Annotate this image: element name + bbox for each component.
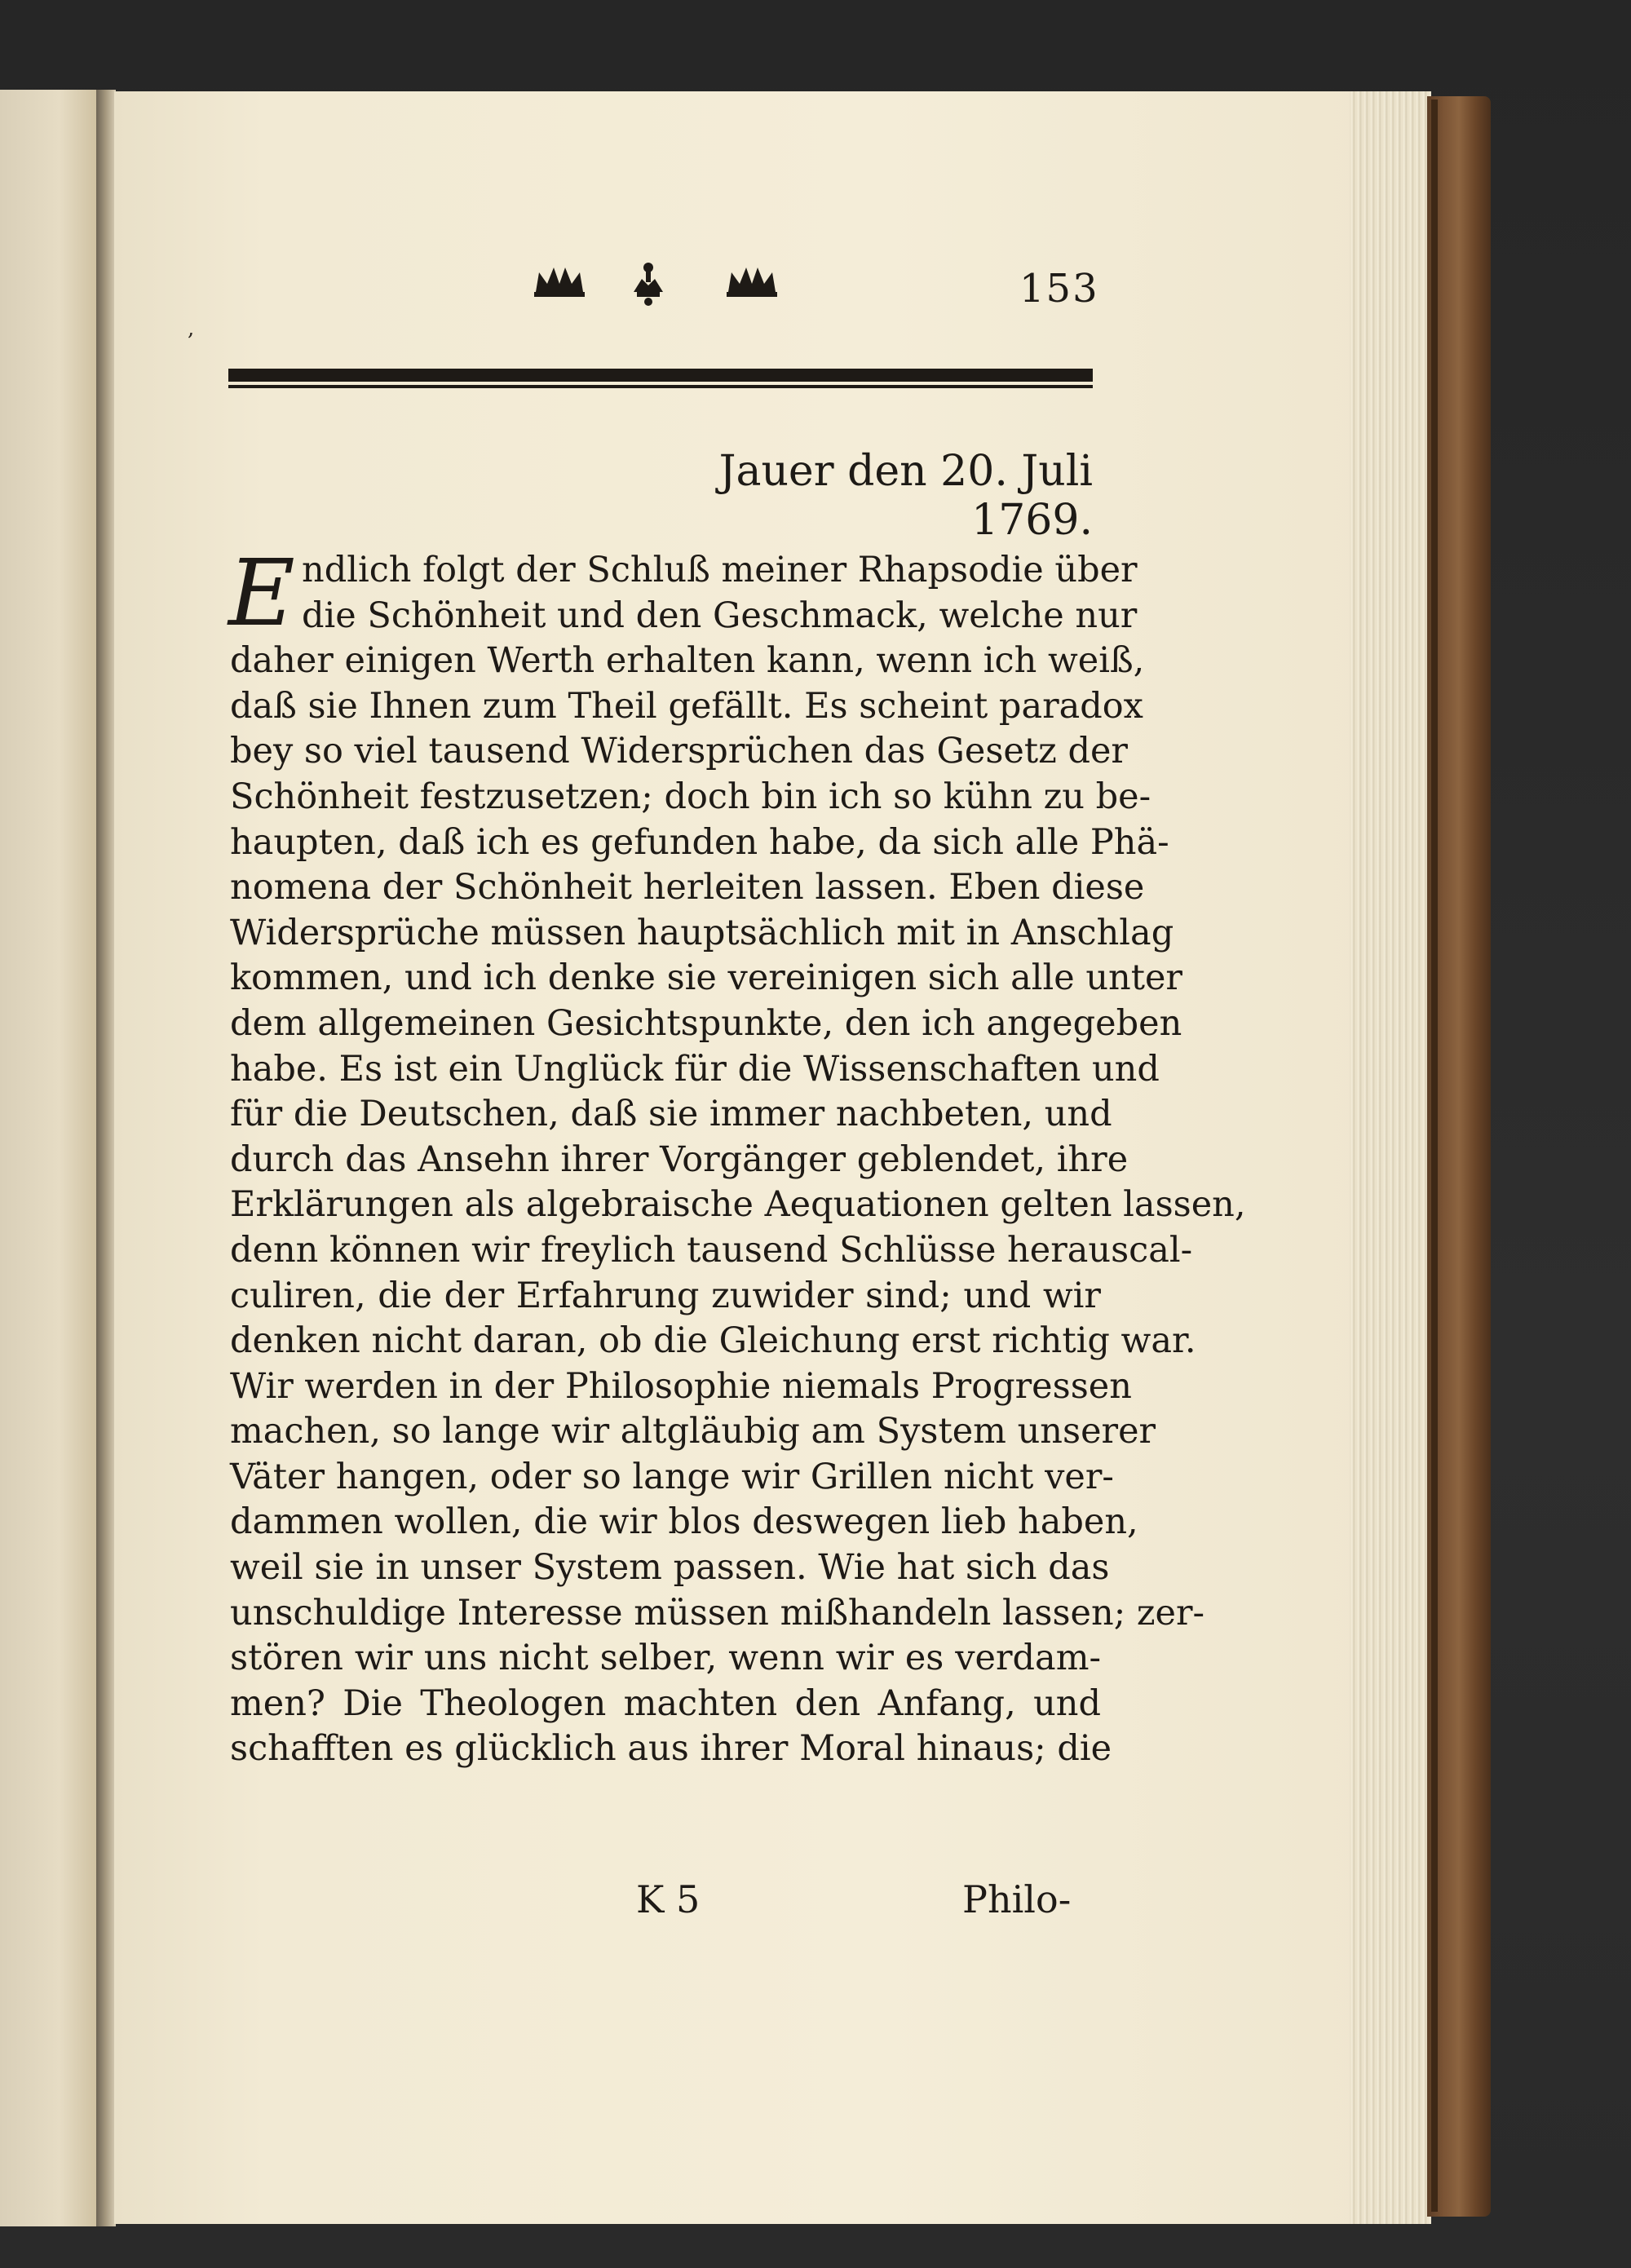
signature-mark: K 5: [636, 1877, 701, 1921]
catchword: Philo-: [962, 1877, 1072, 1921]
text-line: habe. Es ist ein Unglück für die Wissenschaften und: [230, 1048, 1160, 1090]
text-line: weil sie in unser System passen. Wie hat sich das: [230, 1547, 1110, 1589]
text-line: Väter hangen, oder so lange wir Grillen nicht ver-: [230, 1456, 1114, 1497]
text-line: stören wir uns nicht selber, wenn wir es verdam-: [230, 1638, 1101, 1679]
text-line: unschuldige Interesse müssen mißhandeln lassen; zer-: [230, 1592, 1205, 1634]
text-line: Widersprüche müssen hauptsächlich mit in Anschlag: [230, 912, 1174, 953]
body-text: [228, 541, 1246, 1772]
text-line: bey so viel tausend Widersprüchen das Gesetz der: [230, 731, 1128, 772]
text-line: machen, so lange wir altgläubig am System unserer: [230, 1411, 1156, 1452]
text-line: daß sie Ihnen zum Theil gefällt. Es scheint paradox: [230, 685, 1143, 727]
text-line: ndlich folgt der Schluß meiner Rhapsodie über: [302, 550, 1138, 590]
text-line: nomena der Schönheit herleiten lassen. Eben diese: [230, 867, 1145, 909]
text-line: kommen, und ich denke sie vereinigen sich alle unter: [230, 957, 1182, 999]
text-line: durch das Ansehn ihrer Vorgänger geblendet, ihre: [230, 1138, 1129, 1180]
text-line: Erklärungen als algebraische Aequationen gelten lassen,: [230, 1184, 1246, 1226]
header-rule: [228, 369, 1093, 390]
three-crowns-ornament-icon: [534, 259, 779, 308]
drop-cap: E: [228, 541, 295, 647]
cover-edge: [1431, 99, 1438, 2212]
text-line: für die Deutschen, daß sie immer nachbeten, und: [230, 1094, 1112, 1135]
page-edges: [1350, 91, 1431, 2224]
text-line: Wir werden in der Philosophie niemals Progressen: [230, 1365, 1132, 1407]
page-number: 153: [1019, 266, 1099, 312]
text-line: schafften es glücklich aus ihrer Moral hinaus; die: [230, 1728, 1112, 1770]
text-line: Schönheit festzusetzen; doch bin ich so kühn zu be-: [230, 776, 1151, 817]
text-line: men? Die Theologen machten den Anfang, und: [230, 1682, 1101, 1724]
ink-mark: ,: [188, 316, 195, 341]
text-line: dem allgemeinen Gesichtspunkte, den ich angegeben: [230, 1002, 1182, 1044]
text-line: die Schönheit und den Geschmack, welche nur: [302, 595, 1138, 636]
text-line: dammen wollen, die wir blos deswegen lieb haben,: [230, 1501, 1138, 1543]
dateline: Jauer den 20. Juli 1769.: [718, 447, 1093, 545]
text-line: daher einigen Werth erhalten kann, wenn ich weiß,: [230, 640, 1145, 682]
text-line: denken nicht daran, ob die Gleichung erst richtig war.: [230, 1320, 1196, 1362]
text-line: culiren, die der Erfahrung zuwider sind; und wir: [230, 1275, 1101, 1316]
book-gutter: [96, 90, 116, 2226]
text-line: denn können wir freylich tausend Schlüsse herauscal-: [230, 1229, 1193, 1271]
text-line: haupten, daß ich es gefunden habe, da sich alle Phä-: [230, 821, 1169, 863]
facing-page: [0, 90, 99, 2226]
